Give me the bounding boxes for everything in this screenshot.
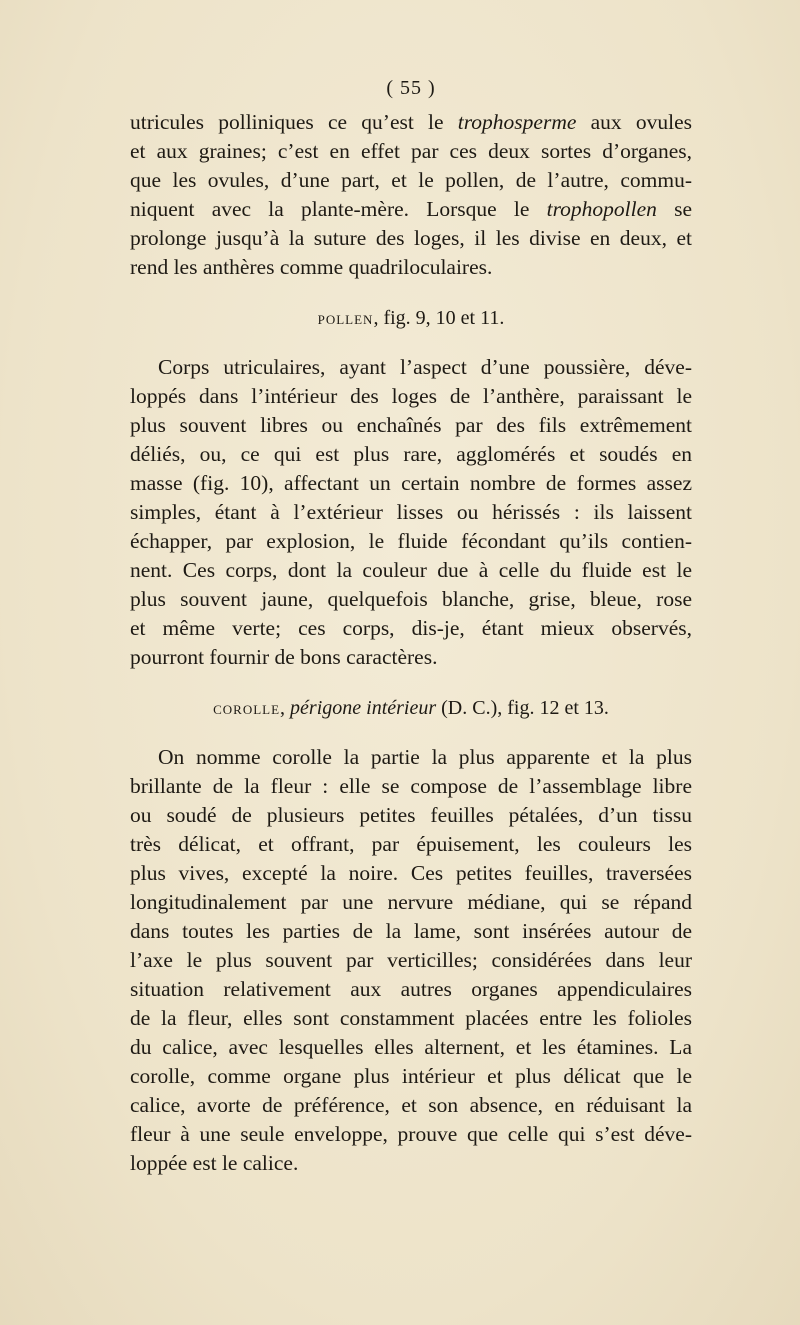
text-line: situation relativement aux autres organes appendiculaires [130,977,692,1001]
section-heading-corolle: corolle, périgone intérieur (D. C.), fig. 12 et 13. [213,697,609,719]
text-line: Corps utriculaires, ayant l’aspect d’une poussière, déve- [158,355,692,379]
text-line: masse (fig. 10), affectant un certain nombre de formes assez [130,471,692,495]
text-line: simples, étant à l’extérieur lisses ou hérissés : ils laissent [130,500,692,524]
text-line: du calice, avec lesquelles elles alternent, et les étamines. La [130,1035,692,1059]
text-line: l’axe le plus souvent par verticilles; considérées dans leur [130,948,692,972]
text-line: et même verte; ces corps, dis-je, étant mieux observés, [130,616,692,640]
text-line: longitudinalement par une nervure médiane, qui se répand [130,890,692,914]
text-line: fleur à une seule enveloppe, prouve que celle qui s’est déve- [130,1122,692,1146]
text-line: et aux graines; c’est en effet par ces deux sortes d’organes, [130,139,692,163]
text-line: dans toutes les parties de la lame, sont insérées autour de [130,919,692,943]
text-line: très délicat, et offrant, par épuisement, les couleurs les [130,832,692,856]
paragraph-2 [130,353,692,672]
text-line: ou soudé de plusieurs petites feuilles pétalées, d’un tissu [130,803,692,827]
section-heading-pollen: pollen, fig. 9, 10 et 11. [317,307,505,329]
text-line: loppés dans l’intérieur des loges de l’anthère, paraissant le [130,384,692,408]
text-line: plus souvent libres ou enchaînés par des fils extrêmement [130,413,692,437]
text-line: nent. Ces corps, dont la couleur due à celle du fluide est le [130,558,692,582]
text-line: de la fleur, elles sont constamment placées entre les folioles [130,1006,692,1030]
text-line: échapper, par explosion, le fluide fécondant qu’ils contien- [130,529,692,553]
page-number: ( 55 ) [386,77,436,99]
text-line: brillante de la fleur : elle se compose de l’assemblage libre [130,774,692,798]
paragraph-3 [130,743,692,1178]
text-line: pourront fournir de bons caractères. [130,645,438,669]
text-line: loppée est le calice. [130,1151,299,1175]
paragraph-1 [130,108,692,282]
text-line: déliés, ou, ce qui est plus rare, agglomérés et soudés en [130,442,692,466]
text-line: utricules polliniques ce qu’est le trophosperme aux ovules [130,110,692,134]
text-line: corolle, comme organe plus intérieur et plus délicat que le [130,1064,692,1088]
text-line: prolonge jusqu’à la suture des loges, il les divise en deux, et [130,226,692,250]
text-line: rend les anthères comme quadriloculaires. [130,255,493,279]
text-line: plus vives, excepté la noire. Ces petites feuilles, traversées [130,861,692,885]
text-block [130,74,692,1178]
text-line: niquent avec la plante-mère. Lorsque le trophopollen se [130,197,692,221]
text-line: que les ovules, d’une part, et le pollen, de l’autre, commu- [130,168,692,192]
text-line: On nomme corolle la partie la plus apparente et la plus [158,745,692,769]
text-line: plus souvent jaune, quelquefois blanche, grise, bleue, rose [130,587,692,611]
text-line: calice, avorte de préférence, et son absence, en réduisant la [130,1093,692,1117]
